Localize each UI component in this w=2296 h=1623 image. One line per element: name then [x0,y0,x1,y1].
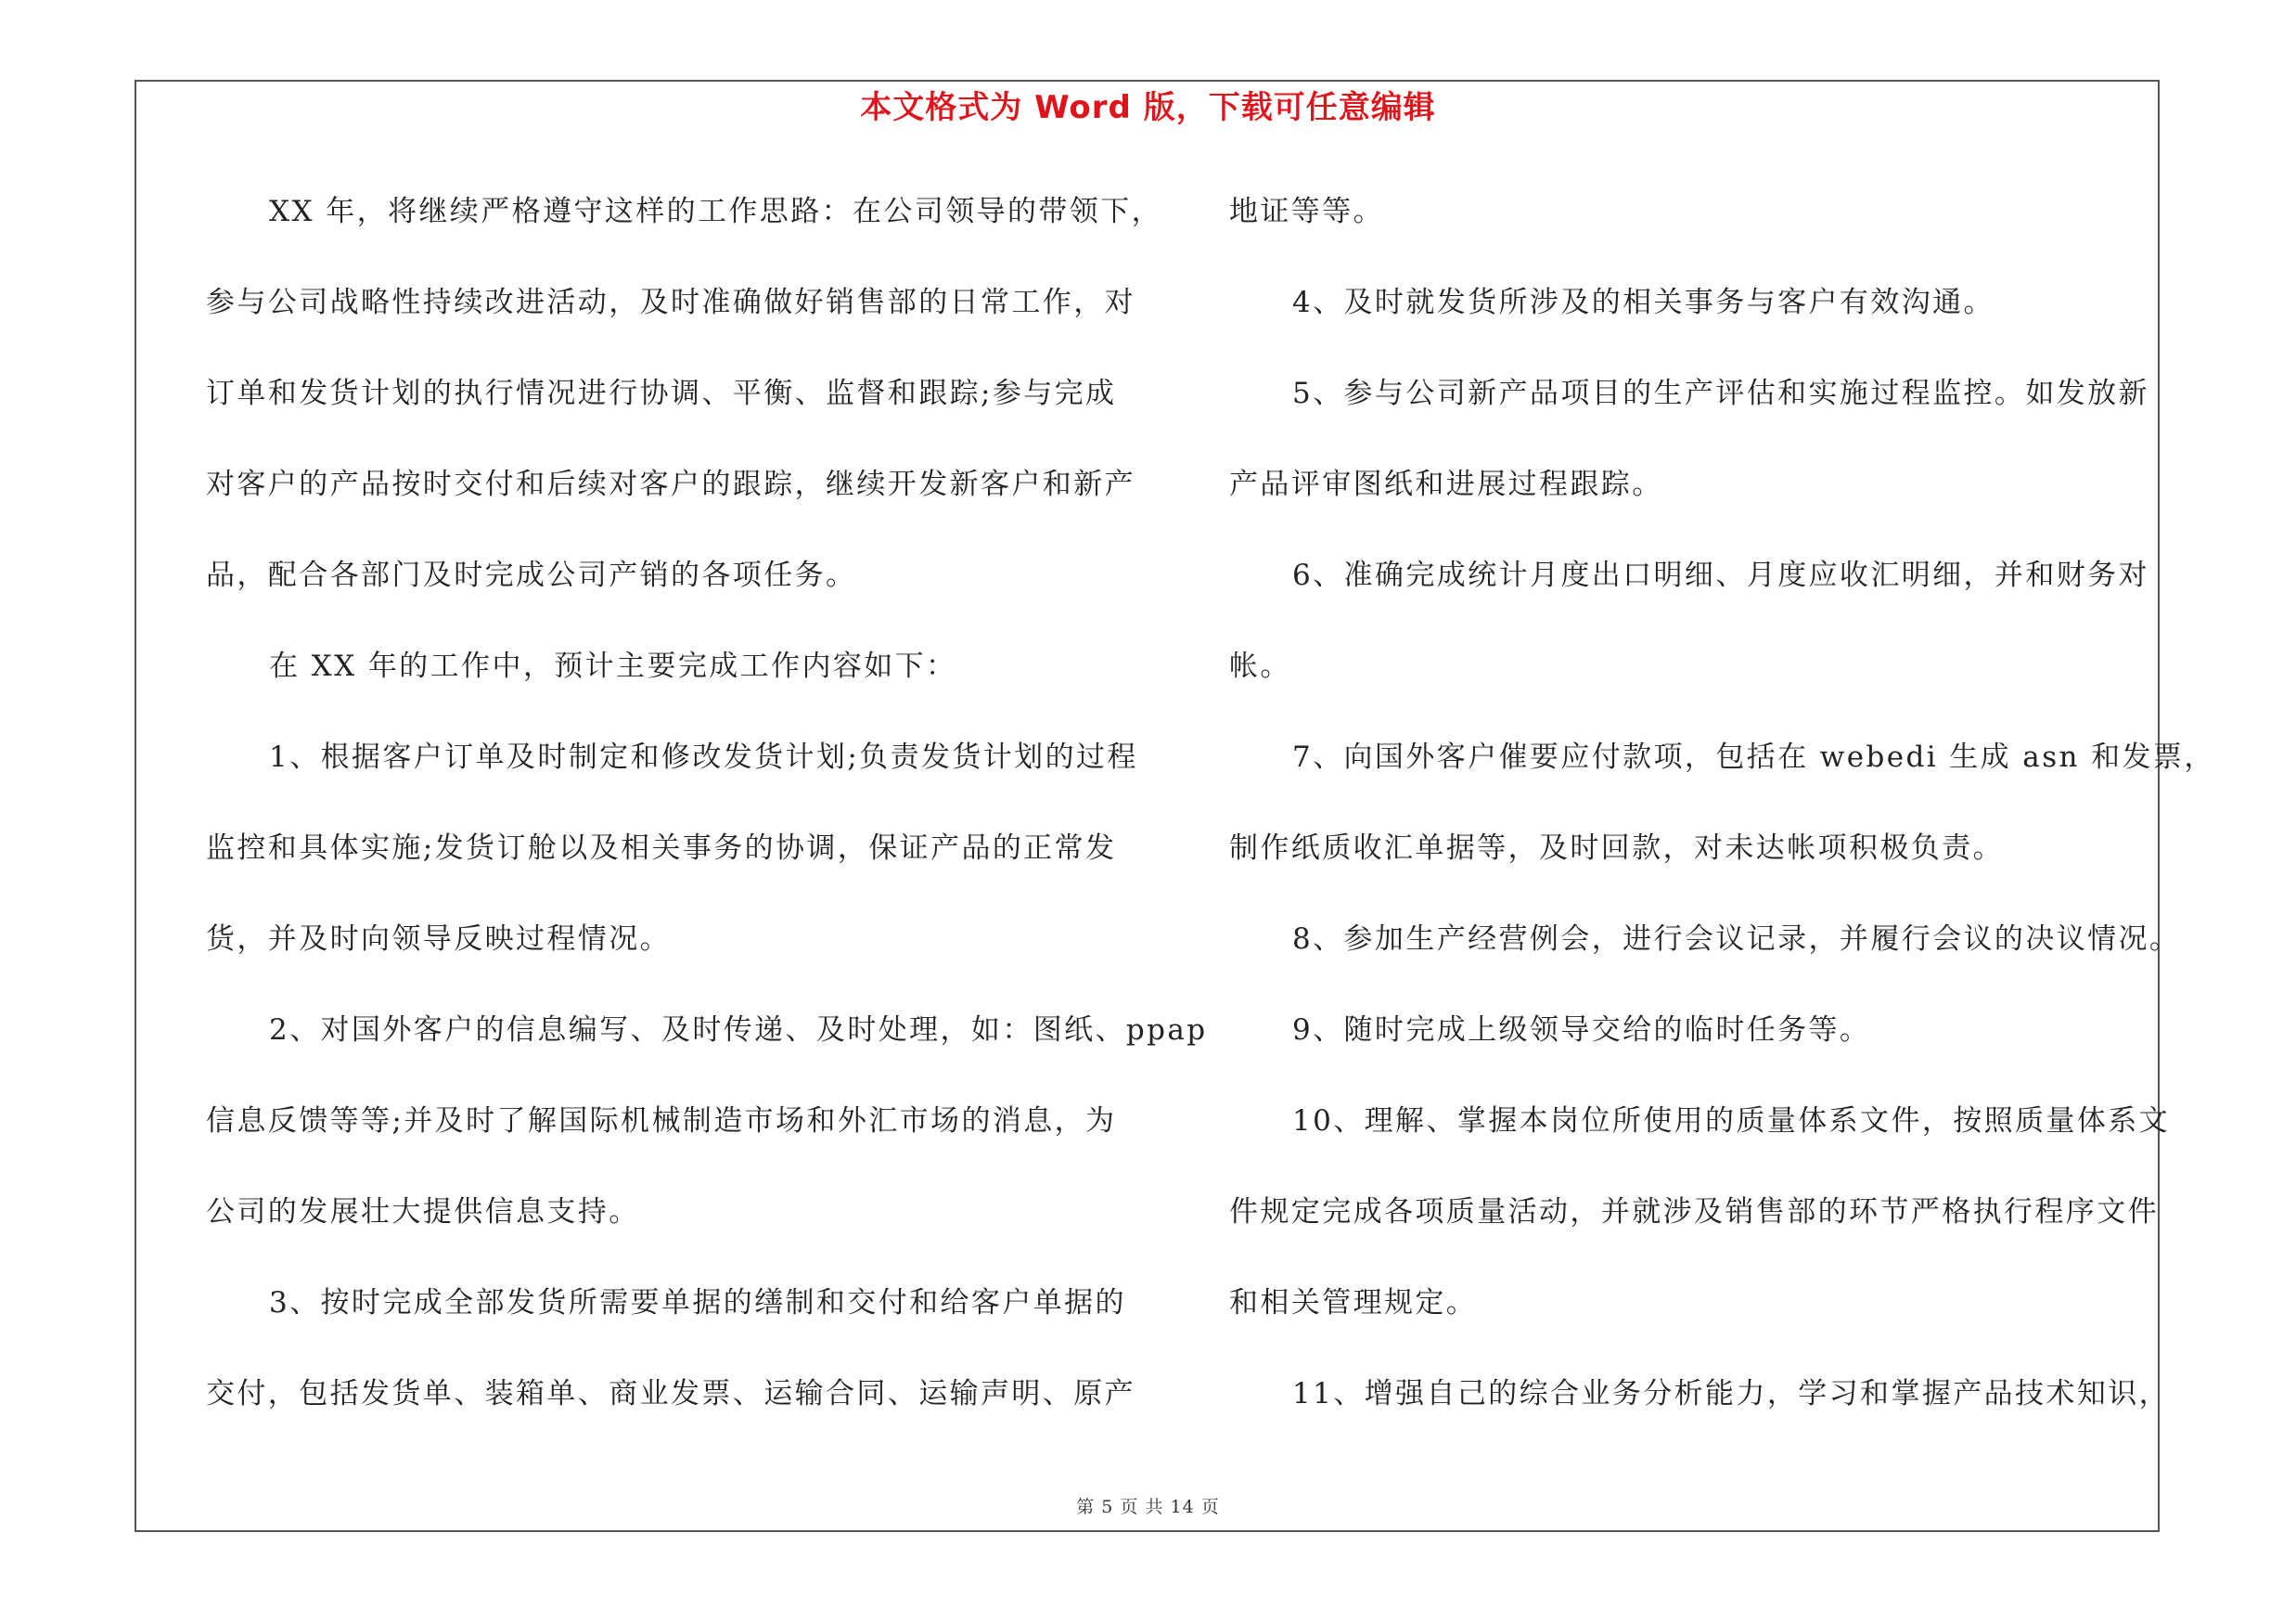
text-line: 对客户的产品按时交付和后续对客户的跟踪，继续开发新客户和新产 [206,468,1135,501]
text-line: 3、按时完成全部发货所需要单据的缮制和交付和给客户单据的 [269,1286,1126,1320]
format-banner: 本文格式为 Word 版，下载可任意编辑 [860,89,1436,126]
text-line: 信息反馈等等;并及时了解国际机械制造市场和外汇市场的消息，为 [206,1104,1117,1138]
right-column [1229,184,2215,1457]
text-line: 6、准确完成统计月度出口明细、月度应收汇明细，并和财务对 [1292,559,2149,592]
text-line: 品，配合各部门及时完成公司产销的各项任务。 [206,559,857,592]
text-line: 11、增强自己的综合业务分析能力，学习和掌握产品技术知识， [1292,1377,2171,1410]
text-line: 制作纸质收汇单据等，及时回款，对未达帐项积极负责。 [1229,831,2004,865]
page-number-footer: 第 5 页 共 14 页 [1076,1497,1220,1517]
text-line: 4、及时就发货所涉及的相关事务与客户有效沟通。 [1292,286,1995,319]
text-line: 件规定完成各项质量活动，并就涉及销售部的环节严格执行程序文件 [1229,1195,2159,1229]
text-line: 8、参加生产经营例会，进行会议记录，并履行会议的决议情况。 [1292,922,2181,956]
text-line: 10、理解、掌握本岗位所使用的质量体系文件，按照质量体系文 [1292,1104,2171,1138]
text-line: 订单和发货计划的执行情况进行协调、平衡、监督和跟踪;参与完成 [206,377,1117,410]
text-line: 5、参与公司新产品项目的生产评估和实施过程监控。如发放新 [1292,377,2149,410]
text-line: 交付，包括发货单、装箱单、商业发票、运输合同、运输声明、原产 [206,1377,1135,1410]
text-line: 7、向国外客户催要应付款项，包括在 webedi 生成 asn 和发票， [1292,741,2215,774]
text-line: 监控和具体实施;发货订舱以及相关事务的协调，保证产品的正常发 [206,831,1117,865]
text-line: 帐。 [1229,650,1291,683]
text-line: 参与公司战略性持续改进活动，及时准确做好销售部的日常工作，对 [206,286,1135,319]
text-line: 1、根据客户订单及时制定和修改发货计划;负责发货计划的过程 [269,741,1138,774]
text-line: 9、随时完成上级领导交给的临时任务等。 [1292,1013,1871,1047]
left-column [206,184,1208,1457]
text-line: 公司的发展壮大提供信息支持。 [206,1195,640,1229]
text-line: 和相关管理规定。 [1229,1286,1478,1320]
text-line: 2、对国外客户的信息编写、及时传递、及时处理，如：图纸、ppap [269,1013,1208,1047]
text-line: 货，并及时向领导反映过程情况。 [206,922,671,956]
text-line: 地证等等。 [1229,195,1384,228]
text-line: XX 年，将继续严格遵守这样的工作思路：在公司领导的带领下， [269,195,1162,228]
text-line: 产品评审图纸和进展过程跟踪。 [1229,468,1663,501]
text-line: 在 XX 年的工作中，预计主要完成工作内容如下： [269,650,957,683]
